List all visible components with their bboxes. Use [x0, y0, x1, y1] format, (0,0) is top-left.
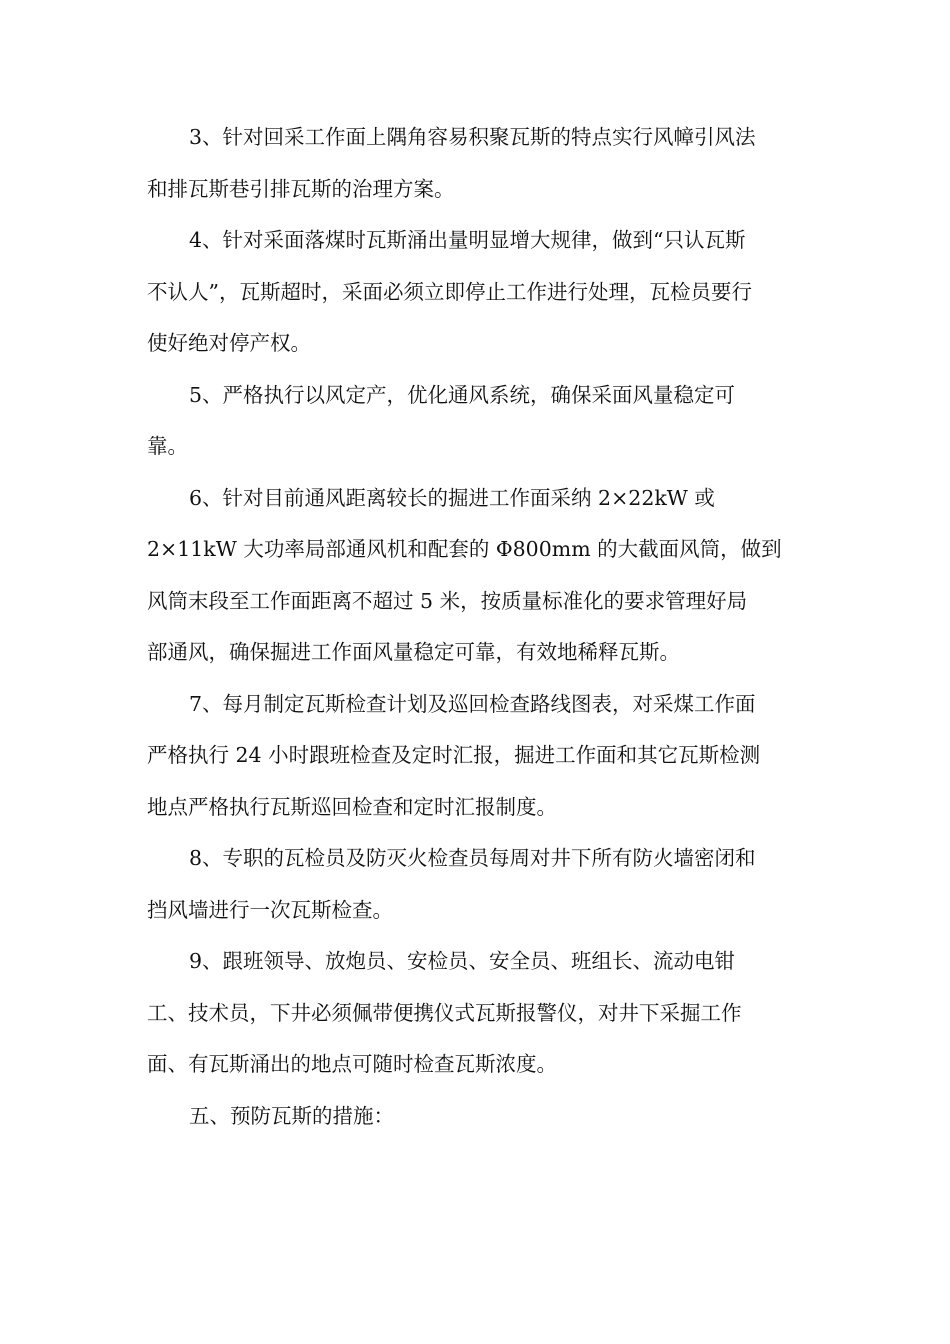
text-line: 2×11kW 大功率局部通风机和配套的 Φ800mm 的大截面风筒，做到 — [147, 537, 782, 561]
text-line: 不认人”，瓦斯超时，采面必须立即停止工作进行处理，瓦检员要行 — [147, 279, 752, 304]
paragraph-item-7 — [147, 679, 807, 834]
text-line: 靠。 — [147, 434, 188, 458]
text-line: 7、每月制定瓦斯检查计划及巡回检查路线图表，对采煤工作面 — [189, 691, 756, 716]
text-line: 5、严格执行以风定产，优化通风系统，确保采面风量稳定可 — [189, 382, 736, 407]
text-line: 工、技术员，下井必须佩带便携仪式瓦斯报警仪，对井下采掘工作 — [147, 1000, 742, 1025]
paragraph-item-3 — [147, 112, 807, 215]
paragraph-item-6 — [147, 473, 807, 679]
text-line: 9、跟班领导、放炮员、安检员、安全员、班组长、流动电钳 — [189, 949, 736, 973]
paragraph-item-9 — [147, 936, 807, 1091]
text-line: 使好绝对停产权。 — [147, 331, 311, 355]
paragraph-item-8 — [147, 833, 807, 936]
text-line: 严格执行 24 小时跟班检查及定时汇报，掘进工作面和其它瓦斯检测 — [147, 743, 761, 767]
section-heading — [147, 1091, 807, 1143]
text-line: 地点严格执行瓦斯巡回检查和定时汇报制度。 — [147, 794, 557, 819]
text-line: 4、针对采面落煤时瓦斯涌出量明显增大规律，做到“只认瓦斯 — [189, 228, 746, 252]
document-body — [147, 112, 807, 1142]
text-line: 6、针对目前通风距离较长的掘进工作面采纳 2×22kW 或 — [189, 485, 715, 510]
text-line: 和排瓦斯巷引排瓦斯的治理方案。 — [147, 176, 455, 201]
paragraph-item-5 — [147, 370, 807, 473]
text-line: 挡风墙进行一次瓦斯检查。 — [147, 897, 393, 922]
text-line: 8、专职的瓦检员及防灭火检查员每周对井下所有防火墙密闭和 — [189, 846, 756, 870]
text-line: 面、有瓦斯涌出的地点可随时检查瓦斯浓度。 — [147, 1052, 557, 1076]
text-line: 风筒末段至工作面距离不超过 5 米，按质量标准化的要求管理好局 — [147, 588, 748, 613]
heading-line: 五、预防瓦斯的措施： — [189, 1103, 394, 1128]
text-line: 部通风，确保掘进工作面风量稳定可靠，有效地稀释瓦斯。 — [147, 640, 680, 664]
text-line: 3、针对回采工作面上隅角容易积聚瓦斯的特点实行风幛引风法 — [189, 125, 756, 149]
paragraph-item-4 — [147, 215, 807, 370]
